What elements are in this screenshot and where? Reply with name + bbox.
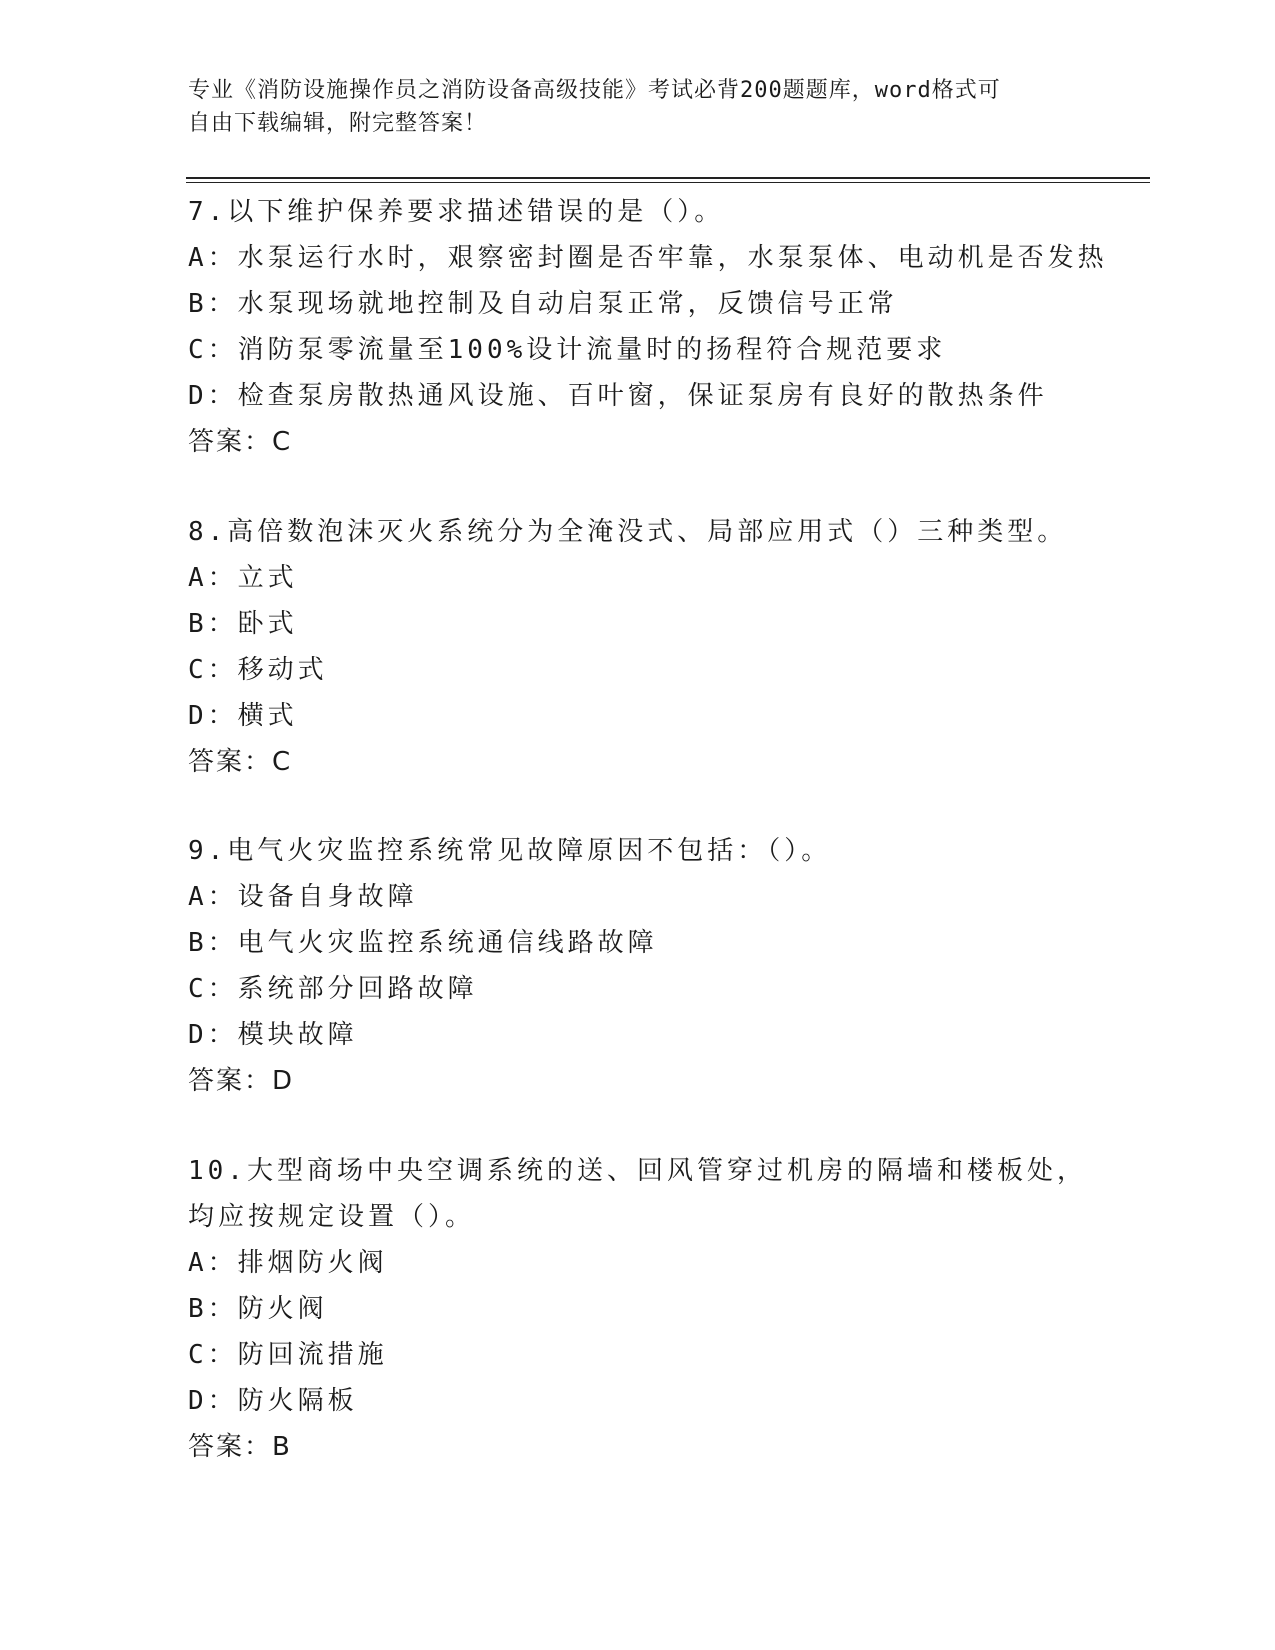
option-d: D：防火隔板 bbox=[188, 1386, 358, 1416]
document-header bbox=[188, 74, 1068, 140]
question-stem: 9.电气火灾监控系统常见故障原因不包括：（）。 bbox=[188, 836, 832, 866]
option-c: C：移动式 bbox=[188, 655, 328, 685]
question-8 bbox=[188, 509, 1088, 785]
answer: 答案：C bbox=[188, 427, 293, 457]
option-c: C：防回流措施 bbox=[188, 1340, 388, 1370]
question-stem: 10.大型商场中央空调系统的送、回风管穿过机房的隔墙和楼板处，均应按规定设置（）。 bbox=[188, 1156, 1087, 1232]
option-c: C：系统部分回路故障 bbox=[188, 974, 478, 1004]
question-stem: 7.以下维护保养要求描述错误的是（）。 bbox=[188, 197, 725, 227]
option-b: B：水泵现场就地控制及自动启泵正常，反馈信号正常 bbox=[188, 289, 898, 319]
answer: 答案：C bbox=[188, 747, 293, 777]
option-a: A：立式 bbox=[188, 563, 298, 593]
option-d: D：横式 bbox=[188, 701, 298, 731]
question-10 bbox=[188, 1148, 1088, 1470]
header-line-1: 专业《消防设施操作员之消防设备高级技能》考试必背200题题库，word格式可 bbox=[188, 78, 1001, 103]
answer: 答案：B bbox=[188, 1432, 292, 1462]
option-b: B：电气火灾监控系统通信线路故障 bbox=[188, 928, 658, 958]
option-d: D：检查泵房散热通风设施、百叶窗，保证泵房有良好的散热条件 bbox=[188, 381, 1048, 411]
option-c: C：消防泵零流量至100%设计流量时的扬程符合规范要求 bbox=[188, 335, 947, 365]
question-7 bbox=[188, 189, 1108, 465]
option-a: A：设备自身故障 bbox=[188, 882, 418, 912]
question-9 bbox=[188, 828, 1088, 1104]
option-b: B：卧式 bbox=[188, 609, 298, 639]
header-line-2: 自由下载编辑，附完整答案！ bbox=[188, 111, 488, 136]
question-stem: 8.高倍数泡沫灭火系统分为全淹没式、局部应用式（）三种类型。 bbox=[188, 517, 1068, 547]
option-b: B：防火阀 bbox=[188, 1294, 328, 1324]
option-d: D：模块故障 bbox=[188, 1020, 358, 1050]
option-a: A：排烟防火阀 bbox=[188, 1248, 388, 1278]
header-divider-thin bbox=[186, 182, 1150, 183]
header-divider-thick bbox=[186, 177, 1150, 179]
answer: 答案：D bbox=[188, 1066, 295, 1096]
option-a: A：水泵运行水时，艰察密封圈是否牢靠，水泵泵体、电动机是否发热 bbox=[188, 243, 1108, 273]
